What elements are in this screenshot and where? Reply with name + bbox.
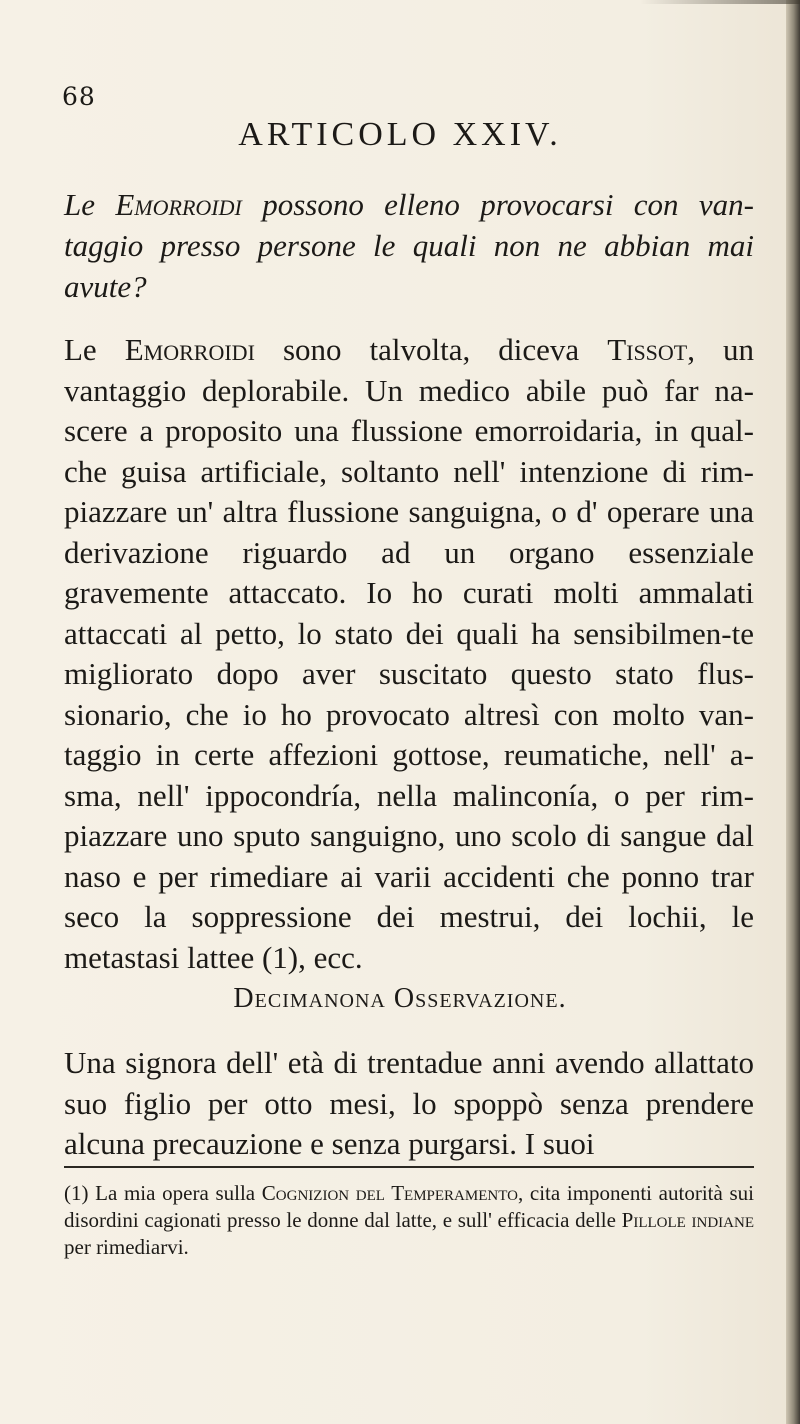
page-top-edge (640, 0, 800, 4)
footnote-title: Cognizion del Temperamento (261, 1181, 518, 1205)
footnote-divider (64, 1166, 754, 1168)
body-part2: , un vantaggio deplorabile. Un medico abile può far na-scere a proposito una flussione emorroidaria, in qual-che guisa artificiale, soltanto nell' intenzione di rim-piazzare un' altra flussione sanguigna, o d' operare una derivazione riguardo ad un organo essenziale gravemente attaccato. Io ho curati molti ammalati attaccati al petto, lo stato dei quali ha sensibilmen-te migliorato dopo aver suscitato questo stato flus-sionario, che io ho provocato altresì con molto van-taggio in certe affezioni gottose, reumatiche, nell' a-sma, nell' ippocondría, nella malinconía, o per rim-piazzare uno sputo sanguigno, uno scolo di sangue dal naso e per rimediare ai varii accidenti che ponno trar seco la soppressione dei mestrui, dei lochii, le metastasi lattee (1), ecc. (64, 332, 755, 975)
question-rest: possono elleno provocarsi con van-taggio presso persone le quali non ne abbian mai avute? (64, 187, 755, 304)
article-title: ARTICOLO XXIV. (238, 116, 562, 153)
body-author: Tissot (607, 332, 688, 367)
body-term: Emorroidi (124, 332, 255, 367)
body-part1: sono talvolta, diceva (282, 332, 580, 367)
page-number: 68 (62, 82, 96, 111)
question-lead: Le (64, 187, 95, 222)
page-edge-shadow (786, 0, 800, 1424)
body-lead: Le (64, 332, 97, 367)
footnote-part1: (1) La mia opera sulla (64, 1181, 256, 1205)
observation-title: Decimanona Osservazione. (233, 983, 567, 1014)
footnote-part2: , cita imponenti autorità sui disordini cagionati presso le donne dal latte, e sull' efficacia delle (64, 1181, 754, 1232)
footnote-part3: per rimediarvi. (64, 1235, 189, 1259)
article-question (64, 184, 754, 307)
footnote-remedy: Pillole indiane (621, 1208, 754, 1232)
question-term: Emorroidi (115, 187, 242, 222)
article-body (64, 330, 754, 978)
footnote (64, 1180, 754, 1261)
observation-text: Una signora dell' età di trentadue anni avendo allattato suo figlio per otto mesi, lo spoppò senza prendere alcuna precauzione e senza purgarsi. I suoi (64, 1045, 754, 1161)
